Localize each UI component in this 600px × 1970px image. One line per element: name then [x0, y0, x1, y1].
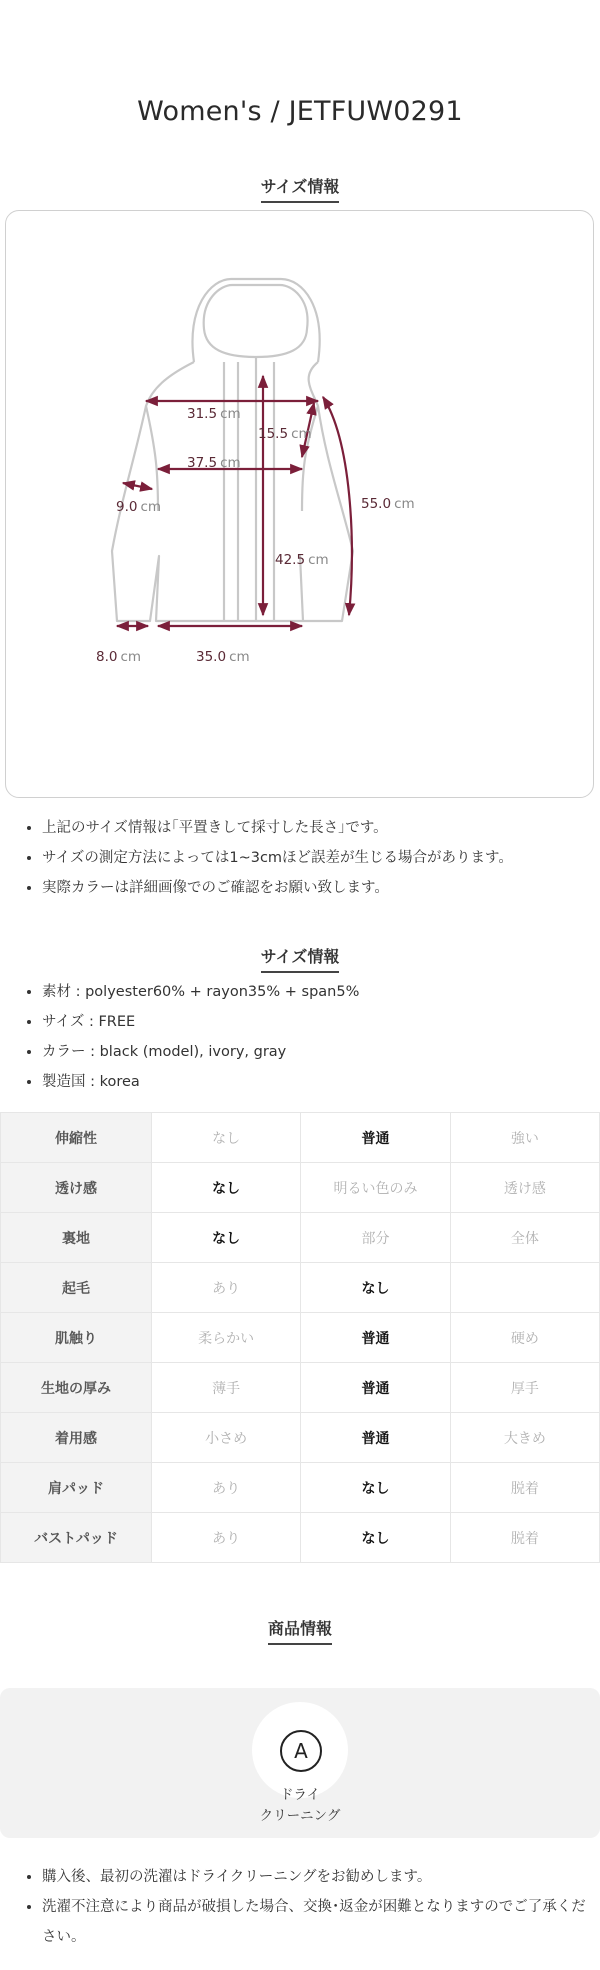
- option-cell-selected: 普通: [301, 1113, 450, 1163]
- row-label: 肩パッド: [1, 1463, 152, 1513]
- table-row: [1, 1313, 600, 1363]
- product-info-list: [22, 977, 600, 1097]
- option-cell-selected: 普通: [301, 1363, 450, 1413]
- option-cell: 柔らかい: [152, 1313, 301, 1363]
- option-cell: 薄手: [152, 1363, 301, 1413]
- list-item: • 洗濯不注意により商品が破損した場合、交換･返金が困難となりますのでご了承ください。: [42, 1892, 597, 1952]
- row-label: バストパッド: [1, 1513, 152, 1563]
- jacket-size-illustration: [6, 211, 595, 799]
- list-item: • 製造国 : korea: [42, 1067, 600, 1097]
- option-cell-selected: なし: [301, 1463, 450, 1513]
- fabric-spec-table: [0, 1112, 600, 1563]
- row-label: 肌触り: [1, 1313, 152, 1363]
- label-body-length: 42.5 cm: [275, 552, 329, 568]
- care-label: ドライ クリーニング: [259, 1787, 341, 1824]
- label-sleeve-length: 55.0 cm: [361, 496, 415, 512]
- size-diagram: [5, 210, 594, 798]
- product-section-heading: 商品情報: [0, 1616, 600, 1645]
- list-item: • 実際カラーは詳細画像でのご確認をお願い致します。: [42, 873, 600, 903]
- list-item: • サイズ : FREE: [42, 1007, 600, 1037]
- size-section-heading: サイズ情報: [0, 174, 600, 203]
- option-cell-selected: なし: [152, 1163, 301, 1213]
- label-chest: 37.5 cm: [187, 455, 241, 471]
- list-item: • 上記のサイズ情報は｢平置きして採寸した長さ｣です。: [42, 813, 600, 843]
- row-label: 裏地: [1, 1213, 152, 1263]
- table-row: [1, 1363, 600, 1413]
- option-cell: 脱着: [450, 1513, 599, 1563]
- list-item: • カラー : black (model), ivory, gray: [42, 1037, 600, 1067]
- option-cell: 部分: [301, 1213, 450, 1263]
- table-row: [1, 1413, 600, 1463]
- row-label: 着用感: [1, 1413, 152, 1463]
- label-shoulder: 31.5 cm: [187, 406, 241, 422]
- table-row: [1, 1513, 600, 1563]
- option-cell: 脱着: [450, 1463, 599, 1513]
- list-item: • 購入後、最初の洗濯はドライクリーニングをお勧めします。: [42, 1862, 597, 1892]
- size-notes-list: [22, 813, 600, 903]
- jacket-outline: [112, 279, 353, 621]
- row-label: 透け感: [1, 1163, 152, 1213]
- option-cell-selected: なし: [152, 1213, 301, 1263]
- option-cell: なし: [152, 1113, 301, 1163]
- table-row: [1, 1163, 600, 1213]
- option-cell: あり: [152, 1463, 301, 1513]
- option-cell-selected: 普通: [301, 1313, 450, 1363]
- label-collar: 15.5 cm: [258, 426, 312, 442]
- label-cuff: 8.0 cm: [96, 649, 142, 665]
- care-symbol-badge: [252, 1702, 348, 1798]
- table-row: [1, 1213, 600, 1263]
- info-section-heading: サイズ情報: [0, 944, 600, 973]
- row-label: 生地の厚み: [1, 1363, 152, 1413]
- option-cell: 小さめ: [152, 1413, 301, 1463]
- option-cell: 明るい色のみ: [301, 1163, 450, 1213]
- option-cell: 強い: [450, 1113, 599, 1163]
- option-cell: あり: [152, 1263, 301, 1313]
- care-notes-list: [22, 1862, 597, 1952]
- table-row: [1, 1463, 600, 1513]
- option-cell-selected: なし: [301, 1263, 450, 1313]
- option-cell: あり: [152, 1513, 301, 1563]
- label-sleeve-width: 9.0 cm: [116, 499, 162, 515]
- option-cell: 全体: [450, 1213, 599, 1263]
- list-item: • 素材 : polyester60% + rayon35% + span5%: [42, 977, 600, 1007]
- option-cell: 硬め: [450, 1313, 599, 1363]
- option-cell: 厚手: [450, 1363, 599, 1413]
- row-label: 起毛: [1, 1263, 152, 1313]
- option-cell: 透け感: [450, 1163, 599, 1213]
- option-cell-selected: 普通: [301, 1413, 450, 1463]
- list-item: • サイズの測定方法によっては1~3cmほど誤差が生じる場合があります。: [42, 843, 600, 873]
- table-row: [1, 1113, 600, 1163]
- row-label: 伸縮性: [1, 1113, 152, 1163]
- option-cell: [450, 1263, 599, 1313]
- option-cell: 大きめ: [450, 1413, 599, 1463]
- dry-clean-icon: A: [280, 1730, 322, 1772]
- label-hem: 35.0 cm: [196, 649, 250, 665]
- page-title: Women's / JETFUW0291: [137, 96, 463, 127]
- table-row: [1, 1263, 600, 1313]
- option-cell-selected: なし: [301, 1513, 450, 1563]
